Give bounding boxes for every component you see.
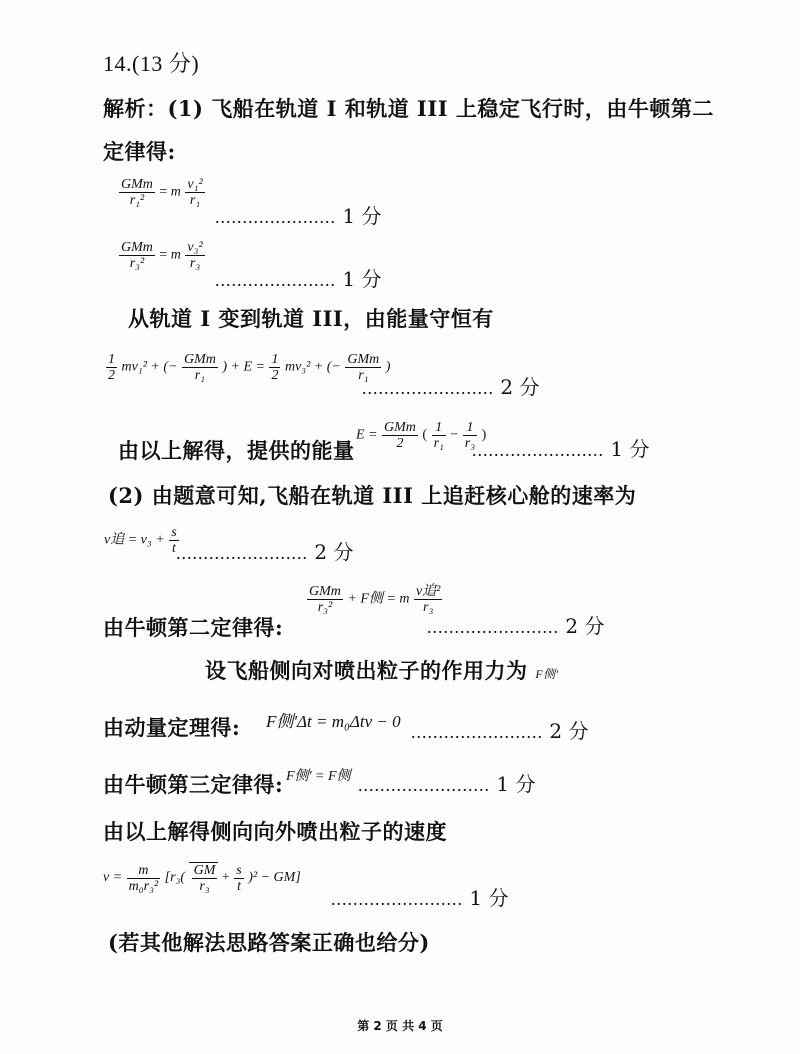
score-row-2: ...................... 1 分 [215, 267, 382, 291]
score-value: 1 分 [342, 204, 382, 228]
equation-particle-velocity: v = $\frac{m}{\text{m₀r₃²}}$ [r₃( $\frac{GM}{\text{r₃}}$ + $\frac{s}{t}$ )² − GM] [103, 862, 301, 894]
analysis-line-1: 解析：(1) 飞船在轨道 I 和轨道 III 上稳定飞行时，由牛顿第二 [103, 96, 714, 121]
fraction: $\frac{\text{GMm}}{\text{r₁}}$ [183, 352, 216, 383]
newton-second-law-label: 由牛顿第二定律得: [103, 615, 284, 640]
fraction: $\frac{\text{GMm}}{\text{r₁}}$ [347, 352, 380, 383]
equation-chase-speed: v追 = v₃ + $\frac{s}{t}$ [104, 525, 177, 556]
score-row-7: ........................ 2 分 [411, 719, 589, 743]
score-value: 1 分 [496, 772, 536, 796]
analysis-line-2: 定律得: [103, 139, 176, 164]
score-value: 2 分 [565, 614, 605, 638]
fraction: $\frac{1}{2}$ [271, 352, 279, 383]
score-value: 1 分 [610, 437, 650, 461]
fraction: $\frac{1}{\text{r₃}}$ [464, 420, 476, 451]
score-value: 2 分 [314, 540, 354, 564]
page-footer: 第 2 页 共 4 页 [357, 1019, 443, 1033]
fraction: $\frac{GM}{\text{r₃}}$ [193, 863, 216, 894]
velocity-intro: 由以上解得侧向向外喷出粒子的速度 [103, 819, 447, 844]
fraction: $\frac{1}{2}$ [108, 352, 115, 383]
assume-force-line: 设飞船侧向对喷出粒子的作用力为 F侧' [205, 658, 559, 683]
fraction: $\frac{\text{v₃²}}{\text{r₃}}$ [187, 240, 203, 271]
fraction: $\frac{\text{v追²}}{\text{r₃}}$ [415, 584, 441, 615]
part-2-intro: (2) 由题意可知,飞船在轨道 III 上追赶核心舱的速率为 [108, 483, 637, 508]
score-value: 2 分 [500, 375, 540, 399]
fraction: $\frac{\text{GMm}}{2}$ [384, 420, 416, 451]
momentum-theorem-label: 由动量定理得: [103, 715, 241, 740]
score-row-9: ........................ 1 分 [331, 886, 509, 910]
equation-newton-third: F侧' = F侧 [286, 769, 351, 784]
equation-energy-conservation: $\frac{1}{2}$ mv₁² + (− $\frac{\text{GMm}}{\text{r₁}}$ ) + E = $\frac{1}{2}$ mv₃² + (− $\frac{\text{GMm}}{\text{r₁}}$ ) [108, 352, 391, 383]
newton-third-law-label: 由牛顿第三定律得: [103, 772, 284, 797]
fraction: $\frac{\text{GMm}}{\text{r₃²}}$ [309, 584, 341, 615]
fraction: $\frac{\text{GMm}}{\text{r₁²}}$ [121, 177, 153, 208]
equation-orbit-3: $\frac{\text{GMm}}{\text{r₃²}}$ = m $\frac{\text{v₃²}}{\text{r₃}}$ [121, 240, 203, 271]
fraction: $\frac{m}{\text{m₀r₃²}}$ [128, 862, 159, 894]
question-heading: 14.(13 分) [103, 51, 200, 76]
fraction: $\frac{\text{GMm}}{\text{r₃²}}$ [121, 240, 153, 271]
score-row-5: ........................ 2 分 [176, 540, 354, 564]
fraction: $\frac{\text{v₁²}}{\text{r₁}}$ [187, 177, 203, 208]
score-row-6: ........................ 2 分 [427, 614, 605, 638]
equation-energy-result: E = $\frac{\text{GMm}}{2}$ ( $\frac{1}{\text{r₁}}$ − $\frac{1}{\text{r₃}}$ ) [356, 420, 487, 451]
energy-result-label: 由以上解得，提供的能量 [118, 438, 355, 463]
fraction: $\frac{1}{\text{r₁}}$ [433, 420, 444, 451]
score-value: 2 分 [549, 719, 589, 743]
equation-newton-second: $\frac{\text{GMm}}{\text{r₃²}}$ + F侧 = m $\frac{\text{v追²}}{\text{r₃}}$ [309, 584, 441, 615]
score-value: 1 分 [342, 267, 382, 291]
fraction: $\frac{s}{t}$ [236, 862, 242, 894]
alternative-solution-note: (若其他解法思路答案正确也给分) [108, 930, 430, 955]
score-row-1: ...................... 1 分 [215, 204, 382, 228]
score-row-3: ........................ 2 分 [362, 375, 540, 399]
equation-orbit-1: $\frac{\text{GMm}}{\text{r₁²}}$ = m $\frac{\text{v₁²}}{\text{r₁}}$ [121, 177, 203, 208]
square-root [189, 862, 219, 894]
equation-momentum: F侧'Δt = m₀Δtv − 0 [266, 712, 401, 731]
score-row-4: ........................ 1 分 [472, 437, 650, 461]
score-row-8: ........................ 1 分 [358, 772, 536, 796]
score-value: 1 分 [469, 886, 509, 910]
energy-conservation-intro: 从轨道 I 变到轨道 III，由能量守恒有 [128, 306, 494, 331]
fraction: $\frac{s}{t}$ [171, 525, 177, 556]
